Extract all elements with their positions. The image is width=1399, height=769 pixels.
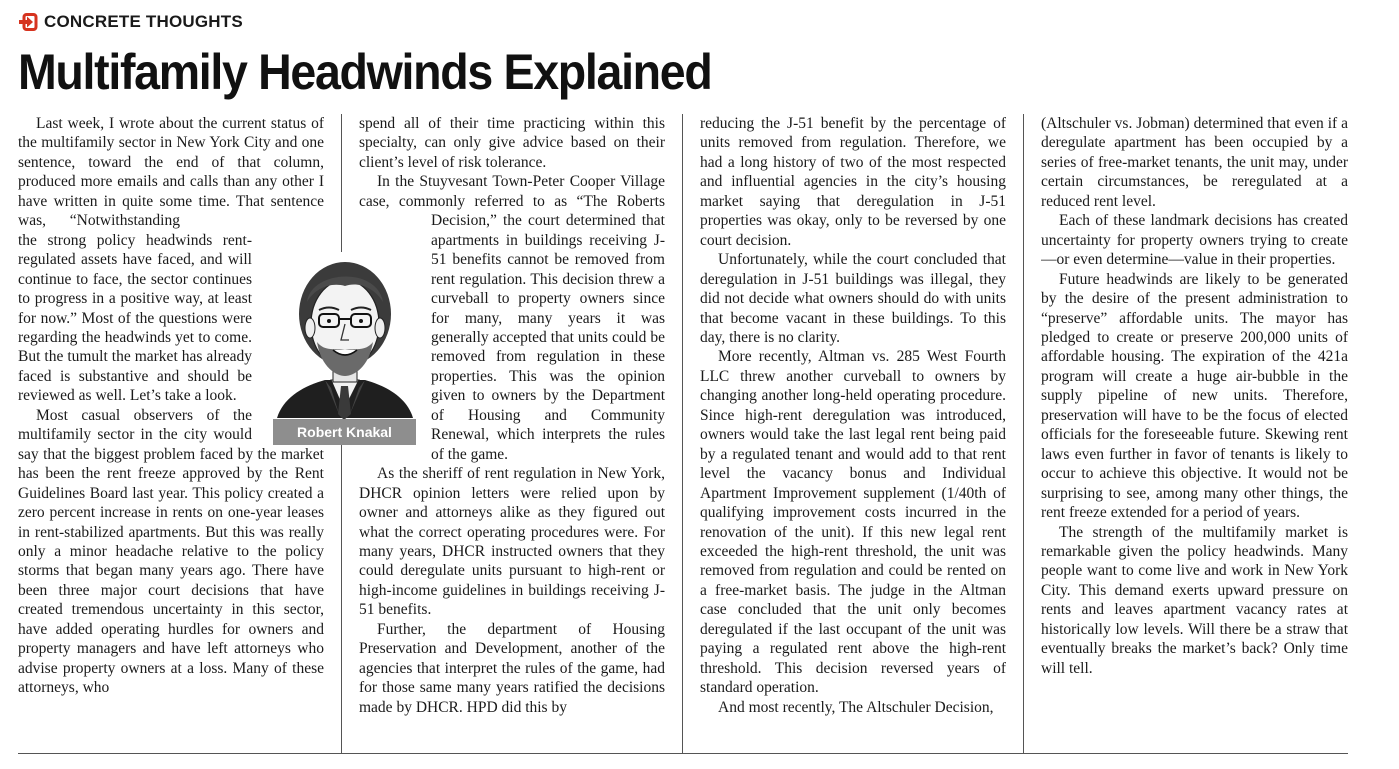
arrow-into-box-icon [18,13,38,31]
paragraph: Most casual observers of the multifamily sector in the city would say that the biggest problem faced by the market has been the rent freeze approved by the Rent Guidelines Board last year. This policy created a zero percent increase in rents on one-year leases in rent-stabilized apartments. But this was really only a minor headache relative to the policy storms that began many years ago. There have been three major court decisions that have created tremendous uncertainty in this sector, have added operating hurdles for owners and property managers and have left attorneys who advise property owners at a loss. Many of these attorneys, who [18,406,324,697]
paragraph: Unfortunately, while the court concluded that deregulation in J-51 buildings was illegal, they did not decide what owners should do with units that become vacant in these buildings. To this day, there is no clarity. [700,251,1006,346]
author-portrait-block [273,252,416,445]
section-label: CONCRETE THOUGHTS [44,12,243,31]
author-portrait-illustration [273,252,416,445]
paragraph: More recently, Altman vs. 285 West Fourth LLC threw another curveball to owners by changing another long-held operating procedure. Since high-rent deregulation was introduced, owners would take the last legal rent being paid by a regulated tenant and would add to that rent level the vacancy bonus and Individual Apartment Improvement supplement (1/40th of qualifying improvement costs incurred in the renovation of the unit). If this new legal rent exceeded the high-rent threshold, the unit was removed from regulation and could be rented on a free-market basis. The judge in the Altman case concluded that the unit only becomes deregulated if the last occupant of the unit was paying a regulated rent above the high-rent threshold. This decision reversed years of standard operation. [700,348,1006,697]
paragraph: In the Stuyvesant Town-Peter Cooper Village case, commonly referred to as “The Roberts Decision,” the court determined that apartments in buildings receiving J-51 benefits cannot be removed from rent regulation. This decision threw a curveball to property owners since for many, many years it was generally accepted that units could be removed from regulation in these properties. This was the opinion given to owners by the Department of Housing and Community Renewal, which interprets the rules of the game. [359,173,665,463]
paragraph: The strength of the multifamily market is remarkable given the policy headwinds. Many people want to come live and work in New York City. This demand exerts upward pressure on rents and leaves apartment vacancy rates at historically low levels. Will there be a straw that eventually breaks the market’s back? Only time will tell. [1041,523,1348,677]
article-column-3 [700,114,1006,734]
paragraph: And most recently, The Altschuler Decision, [718,698,994,716]
paragraph: Further, the department of Housing Preservation and Development, another of the agencies that interpret the rules of the game, had for those same many years ratified the decisions made by DHCR. HPD did this by [359,620,665,716]
paragraph: Last week, I wrote about the current status of the multifamily sector in New York City and one sentence, toward the end of that column, produced more emails and calls than any other I have written in quite some time. That sentence was, “Notwithstanding the strong policy headwinds rent-regulated assets have faced, and will continue to face, the sector continues to progress in a positive way, at least for now.” Most of the questions were regarding the headwinds yet to come. But the tumult the market has already faced is substantive and should be reviewed as well. Let’s take a look. [18,115,324,405]
article-column-4 [1041,114,1348,734]
headline: Multifamily Headwinds Explained [18,44,712,100]
paragraph: (Altschuler vs. Jobman) determined that even if a deregulate apartment has been occupied by a series of free-market tenants, the unit may, under certain circumstances, be reregulated at a reduced rent level. [1041,115,1348,210]
section-kicker [18,11,243,33]
paragraph: Each of these landmark decisions has created uncertainty for property owners trying to create—or even determine—value in their properties. [1041,212,1348,269]
bottom-rule [18,753,1348,754]
paragraph: Future headwinds are likely to be generated by the desire of the present administration to “preserve” affordable units. The mayor has pledged to create or preserve 200,000 units of affordable housing. The expiration of the 421a program will create a huge air-bubble in the supply pipeline of new units. Therefore, preservation will have to be the focus of elected officials for the foreseeable future. Skewing rent laws even further in favor of tenants is likely to occur to achieve this objective. It would not be surprising to see, among many other things, the rent freeze extended for a period of years. [1041,270,1348,522]
paragraph: spend all of their time practicing within this specialty, can only give advice based on their client’s level of risk tolerance. [359,115,665,171]
paragraph: reducing the J-51 benefit by the percentage of units removed from regulation. Therefore, we had a long history of two of the most respected and influential agencies in the city’s housing market saying that deregulation in J-51 properties was okay, only to be reversed by one court decision. [700,115,1006,249]
author-caption: Robert Knakal [273,419,416,445]
column-divider [682,114,683,754]
paragraph: As the sheriff of rent regulation in New York, DHCR opinion letters were relied upon by owner and attorneys alike as they figured out what the correct operating procedures were. For many years, DHCR instructed owners that they could deregulate units pursuant to high-rent or high-income guidelines in buildings receiving J-51 benefits. [359,465,665,619]
column-divider [1023,114,1024,754]
